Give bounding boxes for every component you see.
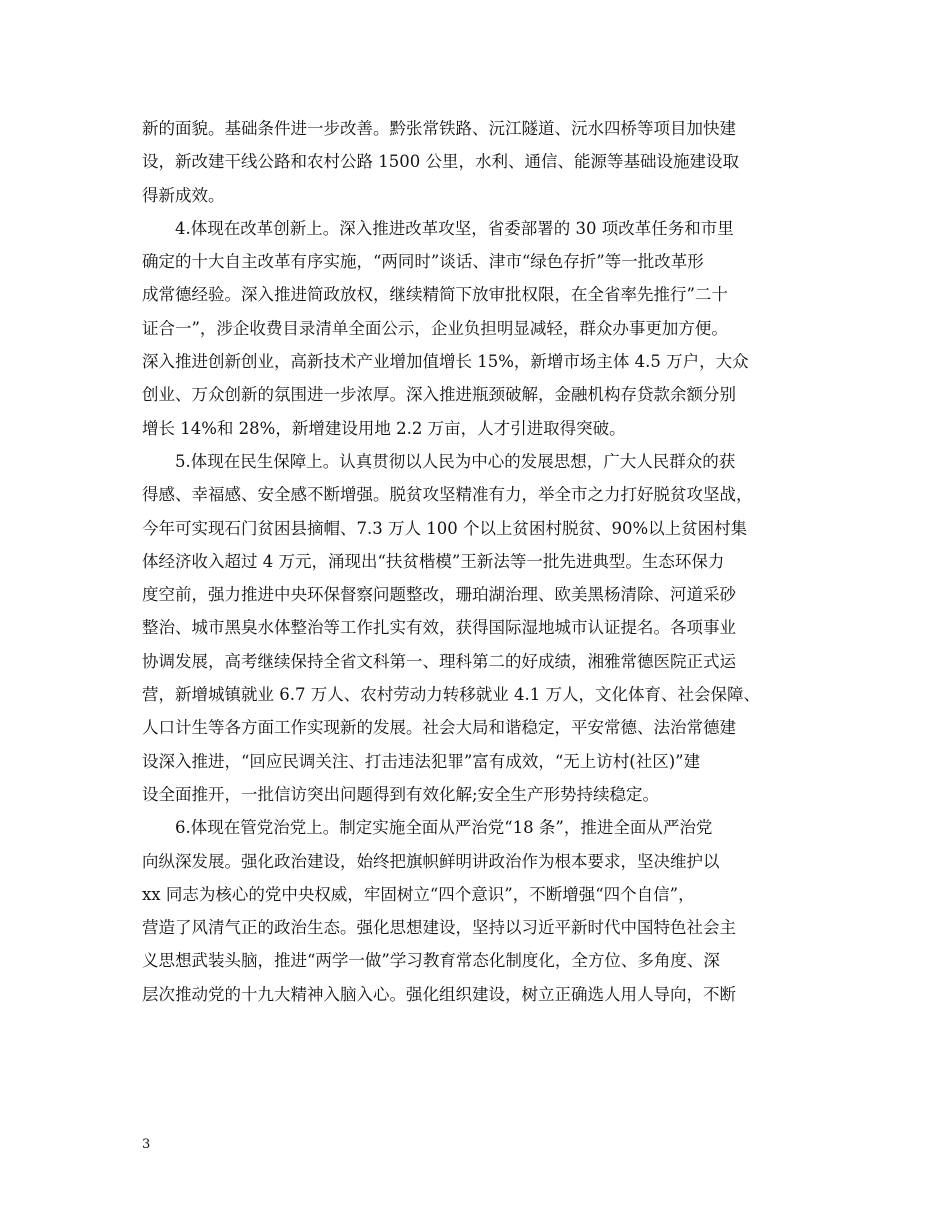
- text-line: 新的面貌。基础条件进一步改善。黔张常铁路、沅江隧道、沅水四桥等项目加快建: [142, 119, 736, 138]
- text-line: 协调发展，高考继续保持全省文科第一、理科第二的好成绩，湘雅常德医院正式运: [142, 651, 736, 671]
- text-line: 人口计生等各方面工作实现新的发展。社会大局和谐稳定，平安常德、法治常德建: [142, 718, 736, 738]
- text-line: 确定的十大自主改革有序实施，“两同时”谈话、津市“绿色存折”等一批改革形: [142, 252, 704, 272]
- text-line: 证合一”，涉企收费目录清单全面公示，企业负担明显减轻，群众办事更加方便。: [142, 318, 728, 338]
- body-text: [142, 112, 812, 1011]
- text-line: 义思想武装头脑，推进“两学一做”学习教育常态化制度化，全方位、多角度、深: [142, 951, 720, 971]
- text-line: 成常德经验。深入推进简政放权，继续精简下放审批权限，在全省率先推行”二十: [142, 285, 728, 305]
- text-line: 今年可实现石门贫困县摘帽、7.3 万人 100 个以上贫困村脱贫、90%以上贫困村集: [142, 518, 748, 538]
- text-line: xx 同志为核心的党中央权威，牢固树立“四个意识”，不断增强“四个自信”，: [142, 884, 695, 904]
- text-line: 度空前，强力推进中央环保督察问题整改，珊珀湖治理、欧美黑杨清除、河道采砂: [142, 585, 736, 605]
- text-line: 层次推动党的十九大精神入脑入心。强化组织建设，树立正确选人用人导向，不断: [142, 984, 736, 1004]
- text-line: 增长 14%和 28%，新增建设用地 2.2 万亩，人才引进取得突破。: [142, 418, 626, 438]
- text-line: 向纵深发展。强化政治建设，始终把旗帜鲜明讲政治作为根本要求，坚决维护以: [142, 851, 720, 871]
- text-line: 得感、幸福感、安全感不断增强。脱贫攻坚精准有力，举全市之力打好脱贫攻坚战，: [142, 485, 753, 505]
- text-line: 整治、城市黑臭水体整治等工作扎实有效，获得国际湿地城市认证提名。各项事业: [142, 618, 736, 638]
- paragraph-4-first-line: 4.体现在改革创新上。深入推进改革攻坚，省委部署的 30 项改革任务和市里: [175, 218, 734, 238]
- text-line: 设，新改建干线公路和农村公路 1500 公里，水利、通信、能源等基础设施建设取: [142, 152, 739, 172]
- text-line: 体经济收入超过 4 万元，涌现出“扶贫楷模”王新法等一批先进典型。生态环保力: [142, 551, 725, 571]
- page-number: 3: [142, 1137, 151, 1152]
- text-line: 设深入推进，“回应民调关注、打击违法犯罪”富有成效，“无上访村(社区)”建: [142, 751, 701, 771]
- text-line: 深入推进创新创业，高新技术产业增加值增长 15%，新增市场主体 4.5 万户，大众: [142, 352, 749, 372]
- paragraph-6-first-line: 6.体现在管党治党上。制定实施全面从严治党“18 条”，推进全面从严治党: [175, 818, 713, 838]
- text-line: 创业、万众创新的氛围进一步浓厚。深入推进瓶颈破解，金融机构存贷款余额分别: [142, 385, 736, 405]
- text-line: 得新成效。: [142, 185, 225, 205]
- text-line: 营造了风清气正的政治生态。强化思想建设，坚持以习近平新时代中国特色社会主: [142, 918, 736, 938]
- text-line: 营，新增城镇就业 6.7 万人、农村劳动力转移就业 4.1 万人，文化体育、社会保障、: [142, 685, 760, 705]
- text-line: 设全面推开，一批信访突出问题得到有效化解;安全生产形势持续稳定。: [142, 784, 660, 804]
- paragraph-5-first-line: 5.体现在民生保障上。认真贯彻以人民为中心的发展思想，广大人民群众的获: [175, 451, 736, 471]
